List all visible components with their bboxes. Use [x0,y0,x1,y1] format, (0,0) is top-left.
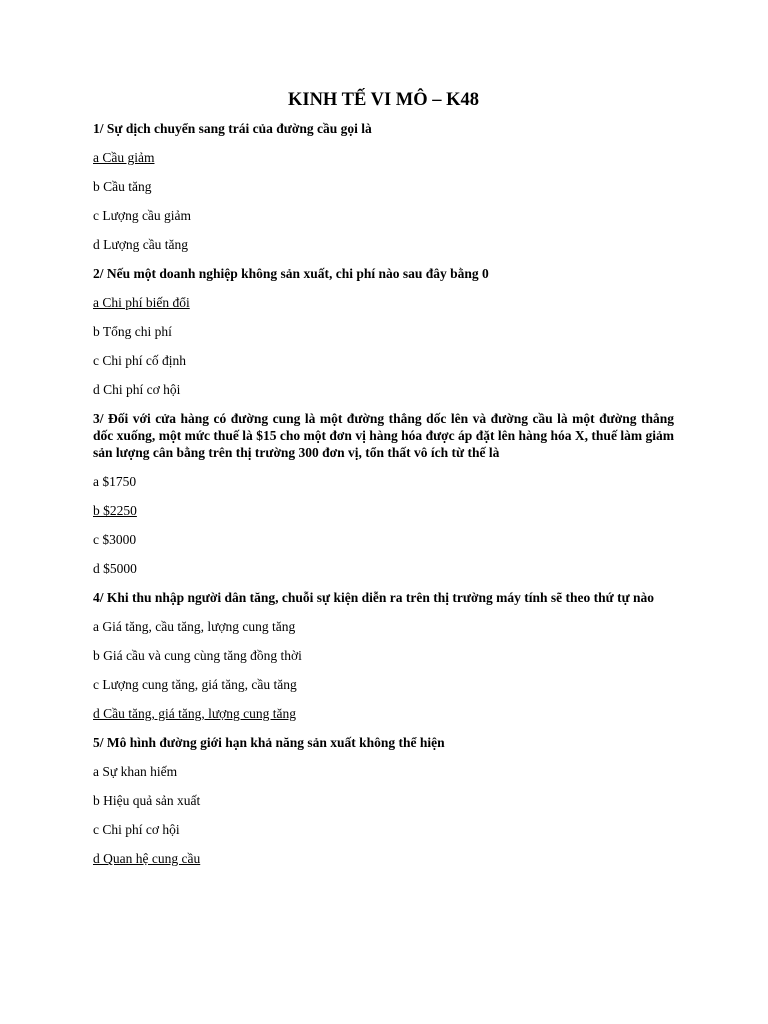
question-block [93,410,674,577]
answer-options [93,149,674,253]
answer-option: d Lượng cầu tăng [93,237,189,252]
answer-options [93,618,674,722]
answer-option: a $1750 [93,474,137,489]
answer-options [93,294,674,398]
answer-option-correct: d Cầu tăng, giá tăng, lượng cung tăng [93,706,297,721]
question-text: 2/ Nếu một doanh nghiệp không sản xuất, chi phí nào sau đây bằng 0 [93,266,489,281]
question-block [93,120,674,253]
question-block [93,265,674,398]
answer-option: a Giá tăng, cầu tăng, lượng cung tăng [93,619,296,634]
answer-options [93,763,674,867]
answer-option: c Lượng cầu giảm [93,208,192,223]
question-text: 4/ Khi thu nhập người dân tăng, chuỗi sự kiện diễn ra trên thị trường máy tính sẽ theo thứ tự nào [93,590,655,605]
question-block [93,734,674,867]
answer-option: b Cầu tăng [93,179,152,194]
answer-options [93,473,674,577]
question-list [93,120,674,867]
document-page [93,88,674,879]
question-text: 5/ Mô hình đường giới hạn khả năng sản xuất không thể hiện [93,735,445,750]
answer-option: b Tổng chi phí [93,324,172,339]
answer-option-correct: a Cầu giảm [93,150,155,165]
question-block [93,589,674,722]
answer-option: c $3000 [93,532,137,547]
answer-option-correct: d Quan hệ cung cầu [93,851,201,866]
answer-option: d $5000 [93,561,137,576]
answer-option: b Giá cầu và cung cùng tăng đồng thời [93,648,302,663]
answer-option: c Chi phí cố định [93,353,186,368]
answer-option: c Lượng cung tăng, giá tăng, cầu tăng [93,677,297,692]
answer-option-correct: a Chi phí biến đổi [93,295,190,310]
question-text: 3/ Đối với cửa hàng có đường cung là một đường thẳng dốc lên và đường cầu là một đường thẳng dốc xuống, một mức thuế là $15 cho một đơn vị hàng hóa được áp đặt lên hàng hóa X, thuế làm giảm sản lượng cân bằng trên thị trường 300 đơn vị, tổn thất vô ích từ thế là [93,411,674,460]
question-text: 1/ Sự dịch chuyển sang trái của đường cầu gọi là [93,121,372,136]
answer-option: c Chi phí cơ hội [93,822,180,837]
answer-option: b Hiệu quả sản xuất [93,793,201,808]
page-title: KINH TẾ VI MÔ – K48 [287,90,480,110]
answer-option: d Chi phí cơ hội [93,382,181,397]
answer-option: a Sự khan hiếm [93,764,178,779]
answer-option-correct: b $2250 [93,503,137,518]
